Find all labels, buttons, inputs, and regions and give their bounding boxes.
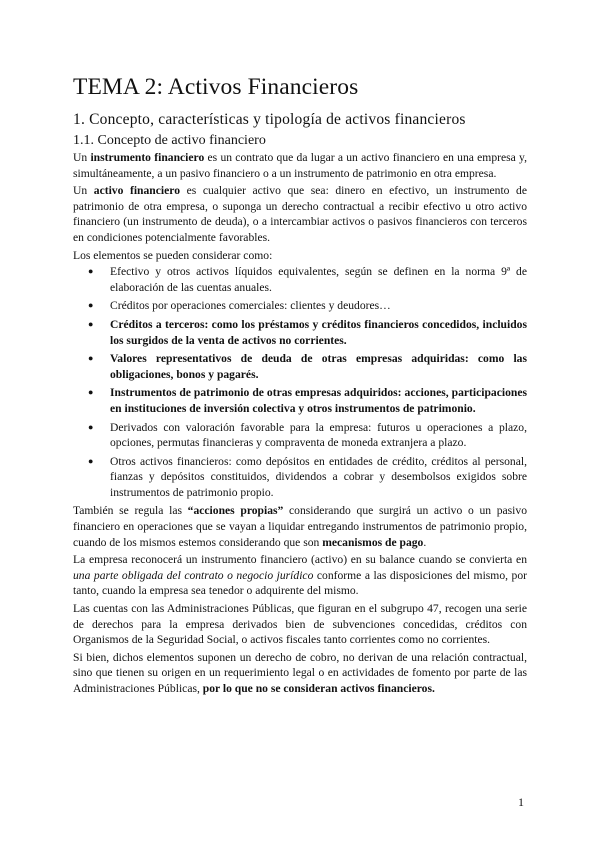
list-item: ● Créditos a terceros: como los préstamos y créditos financieros concedidos, incluidos los surgidos de la venta de activos no corrientes. [110, 317, 527, 348]
list-item: ● Instrumentos de patrimonio de otras empresas adquiridos: acciones, participaciones en instituciones de inversión colectiva y otros instrumentos de patrimonio. [110, 385, 527, 416]
paragraph-administraciones-publicas: Las cuentas con las Administraciones Públicas, que figuran en el subgrupo 47, recogen una serie de derechos para la empresa derivados bien de subvenciones concedidas, créditos con Organismos de la Seguridad Social, o activos fiscales tanto corrientes como no corrientes. [73, 602, 527, 647]
elements-list [73, 264, 527, 500]
document-title: TEMA 2: Activos Financieros [73, 74, 359, 100]
paragraph-activo-financiero: Un activo financiero es cualquier activo que sea: dinero en efectivo, un instrumento de patrimonio de otra empresa, o suponga un derecho contractual a recibir efectivo u otro activo financiero (un instrumento de deuda), o a intercambiar activos o pasivos financieros con terceros en condiciones potencialmente favorables. [73, 184, 528, 244]
paragraph-acciones-propias: También se regula las “acciones propias” considerando que surgirá un activo o un pasivo financiero en operaciones que se vayan a liquidar entregando instrumentos de patrimonio propio, cuando de los mismos estemos considerando que son mecanismos de pago. [73, 504, 527, 549]
paragraph-reconocimiento: La empresa reconocerá un instrumento financiero (activo) en su balance cuando se convierta en una parte obligada del contrato o negocio jurídico conforme a las disposiciones del mismo, por tanto, cuando la empresa sea tenedor o adquirente del mismo. [73, 553, 527, 598]
list-item: ● Valores representativos de deuda de otras empresas adquiridas: como las obligaciones, bonos y pagarés. [110, 351, 527, 382]
list-item: ● Créditos por operaciones comerciales: clientes y deudores… [110, 298, 527, 314]
term-activo-financiero: activo financiero [93, 184, 180, 198]
section-heading: 1. Concepto, características y tipología de activos financieros [73, 111, 466, 128]
term-instrumento-financiero: instrumento financiero [90, 151, 205, 164]
paragraph-elementos-intro: Los elementos se pueden considerar como: [73, 248, 273, 262]
list-item: ● Otros activos financieros: como depósitos en entidades de crédito, créditos al personal, fianzas y depósitos constituidos, dividendos a cobrar y desembolsos exigidos sobre instrumentos de patrimonio propio. [110, 454, 527, 501]
subsection-heading: 1.1. Concepto de activo financiero [73, 133, 266, 148]
list-item: ● Derivados con valoración favorable para la empresa: futuros u operaciones a plazo, opciones, permutas financieras y compraventa de moneda extranjera a plazo. [110, 420, 527, 451]
document-page [73, 72, 527, 697]
paragraph-no-activos-financieros: Si bien, dichos elementos suponen un derecho de cobro, no derivan de una relación contractual, sino que tienen su origen en un requerimiento legal o en actividades de fomento por parte de las Administraciones Públicas, por lo que no se consideran activos financieros. [73, 650, 527, 695]
list-item: ● Efectivo y otros activos líquidos equivalentes, según se definen en la norma 9ª de elaboración de las cuentas anuales. [110, 264, 527, 295]
paragraph-instrumento-financiero: Un instrumento financiero es un contrato que da lugar a un activo financiero en una empresa y, simultáneamente, a un pasivo financiero o a un instrumento de patrimonio en otra empresa. [73, 151, 527, 180]
page-number: 1 [518, 795, 524, 809]
